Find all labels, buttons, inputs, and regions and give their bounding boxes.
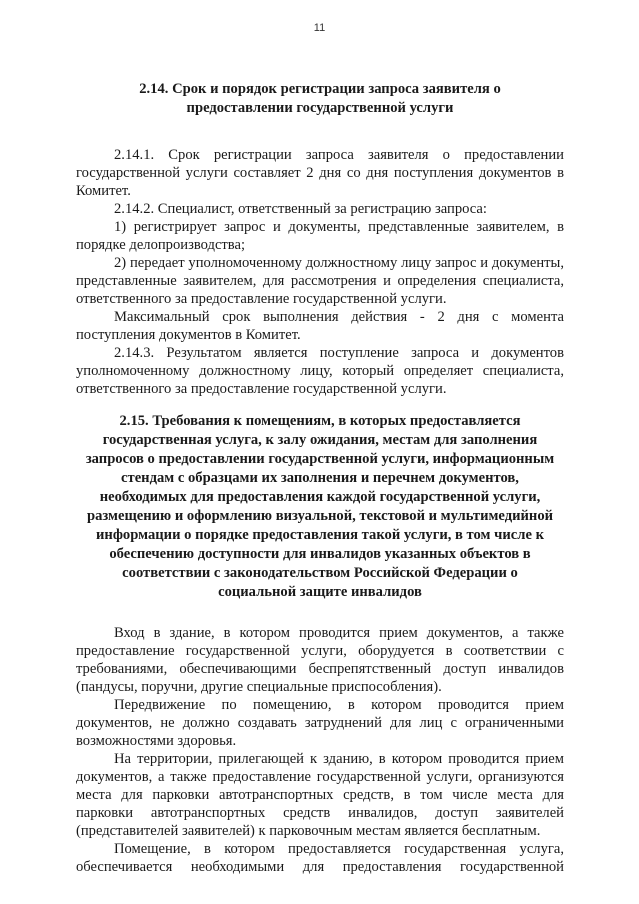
- paragraph-max-term: Максимальный срок выполнения действия - 2 дня с момента поступления документов в Комитет.: [76, 309, 564, 343]
- paragraph-movement: Передвижение по помещению, в котором проводится прием документов, не должно создавать затруднений для лиц с ограниченными возможностями здоровья.: [76, 697, 564, 749]
- section-heading-2-14: [76, 80, 564, 118]
- heading-line: государственная услуга, к залу ожидания, местам для заполнения: [102, 432, 538, 448]
- document-body: [76, 72, 564, 876]
- heading-line: запросов о предоставлении государственной услуги, информационным: [85, 451, 555, 467]
- page-number: 11: [313, 22, 326, 34]
- section-heading-2-15: [76, 412, 564, 602]
- heading-line: информации о порядке предоставления такой услуги, в том числе к: [96, 527, 544, 543]
- paragraph-entrance: Вход в здание, в котором проводится прием документов, а также предоставление государственной услуги, оборудуется в соответствии с требованиями, обеспечивающими беспрепятственный доступ инвалидов (пандусы, поручни, другие специальные приспособления).: [76, 625, 564, 695]
- paragraph-2-14-2: 2.14.2. Специалист, ответственный за регистрацию запроса:: [114, 201, 487, 217]
- paragraph-parking: На территории, прилегающей к зданию, в котором проводится прием документов, а также предоставление государственной услуги, организуются места для парковки автотранспортных средств, в том числе места для парковки автотранспортных средств инвалидов, доступ заявителей (представителей заявителей) к парковочным местам является бесплатным.: [76, 751, 564, 839]
- heading-line: размещению и оформлению визуальной, текстовой и мультимедийной: [86, 508, 554, 524]
- heading-line: необходимых для предоставления каждой государственной услуги,: [99, 489, 541, 505]
- list-item-1: 1) регистрирует запрос и документы, представленные заявителем, в порядке делопроизводства;: [76, 219, 564, 253]
- heading-line: 2.14. Срок и порядок регистрации запроса заявителя о: [139, 81, 501, 97]
- heading-line: 2.15. Требования к помещениям, в которых предоставляется: [119, 413, 521, 429]
- heading-line: социальной защите инвалидов: [218, 584, 422, 600]
- heading-line: стендам с образцами их заполнения и перечнем документов,: [121, 470, 519, 486]
- heading-line: обеспечению доступности для инвалидов указанных объектов в: [109, 546, 531, 562]
- list-item-2: 2) передает уполномоченному должностному лицу запрос и документы, представленные заявителем, для рассмотрения и определения специалиста, ответственного за предоставление государственной услуги.: [76, 255, 564, 307]
- heading-line: соответствии с законодательством Российской Федерации о: [122, 565, 518, 581]
- paragraph-2-14-1: 2.14.1. Срок регистрации запроса заявителя о предоставлении государственной услуги составляет 2 дня со дня поступления документов в Комитет.: [76, 147, 564, 199]
- paragraph-premises: Помещение, в котором предоставляется государственная услуга, обеспечивается необходимыми для предоставления государственной: [76, 841, 564, 875]
- paragraph-2-14-3: 2.14.3. Результатом является поступление запроса и документов уполномоченному должностному лицу, который определяет специалиста, ответственного за предоставление государственной услуги.: [76, 345, 564, 397]
- heading-line: предоставлении государственной услуги: [186, 100, 454, 116]
